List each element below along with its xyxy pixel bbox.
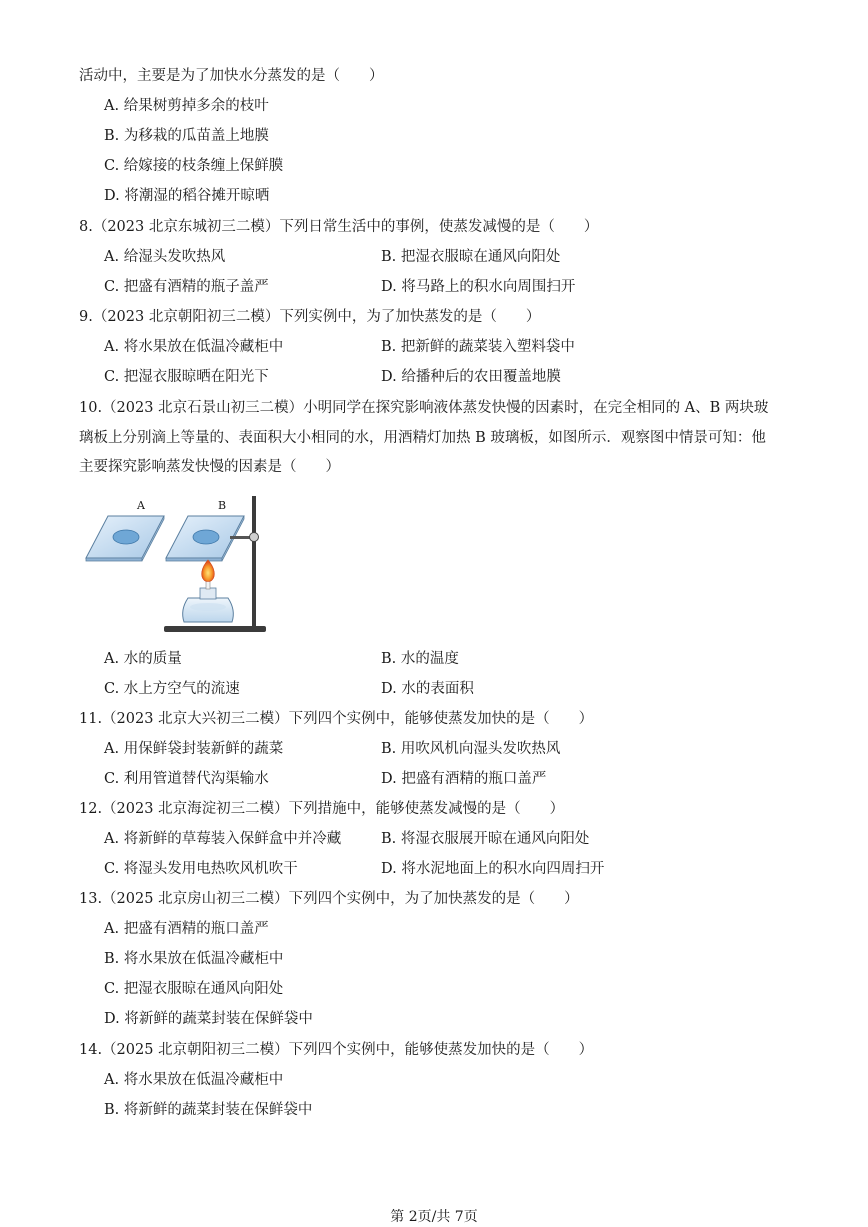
- question-8-stem: 8.（2023 北京东城初三二模）下列日常生活中的事例，使蒸发减慢的是（ ）: [79, 219, 599, 235]
- q12-option-d: D. 将水泥地面上的积水向四周扫开: [381, 861, 605, 877]
- q13-option-b: B. 将水果放在低温冷藏柜中: [104, 951, 284, 967]
- q13-option-a: A. 把盛有酒精的瓶口盖严: [104, 921, 269, 937]
- q14-option-b: B. 将新鲜的蔬菜封装在保鲜袋中: [104, 1102, 313, 1118]
- q9-option-d: D. 给播种后的农田覆盖地膜: [381, 369, 561, 385]
- glass-plate-a: [86, 516, 164, 561]
- q10-option-d: D. 水的表面积: [381, 681, 474, 697]
- question-10-stem-line-3: 主要探究影响蒸发快慢的因素是（ ）: [79, 459, 340, 475]
- page-number-footer: 第 2页/共 7页: [390, 1209, 478, 1225]
- question-10-stem-line-1: 10.（2023 北京石景山初三二模）小明同学在探究影响液体蒸发快慢的因素时，在完全相同的 A、B 两块玻: [79, 400, 769, 416]
- q11-option-c: C. 利用管道替代沟渠输水: [104, 771, 269, 787]
- q14-option-a: A. 将水果放在低温冷藏柜中: [104, 1072, 284, 1088]
- question-10-stem-line-2: 璃板上分别滴上等量的、表面积大小相同的水，用酒精灯加热 B 玻璃板，如图所示．观察图中情景可知：他: [79, 430, 766, 446]
- q10-option-b: B. 水的温度: [381, 651, 459, 667]
- q8-option-c: C. 把盛有酒精的瓶子盖严: [104, 279, 269, 295]
- q8-option-a: A. 给湿头发吹热风: [104, 249, 226, 265]
- question-7-stem: 活动中，主要是为了加快水分蒸发的是（ ）: [79, 68, 384, 84]
- q7-option-a: A. 给果树剪掉多余的枝叶: [104, 98, 269, 114]
- q13-option-c: C. 把湿衣服晾在通风向阳处: [104, 981, 284, 997]
- q12-option-b: B. 将湿衣服展开晾在通风向阳处: [381, 831, 590, 847]
- q8-option-b: B. 把湿衣服晾在通风向阳处: [381, 249, 561, 265]
- q8-option-d: D. 将马路上的积水向周围扫开: [381, 279, 576, 295]
- q9-option-a: A. 将水果放在低温冷藏柜中: [104, 339, 284, 355]
- question-14-stem: 14.（2025 北京朝阳初三二模）下列四个实例中，能够使蒸发加快的是（ ）: [79, 1042, 594, 1058]
- question-9-stem: 9.（2023 北京朝阳初三二模）下列实例中，为了加快蒸发的是（ ）: [79, 309, 541, 325]
- question-13-stem: 13.（2025 北京房山初三二模）下列四个实例中，为了加快蒸发的是（ ）: [79, 891, 579, 907]
- q13-option-d: D. 将新鲜的蔬菜封装在保鲜袋中: [104, 1011, 313, 1027]
- q12-option-a: A. 将新鲜的草莓装入保鲜盒中并冷藏: [104, 831, 342, 847]
- label-a: A: [137, 499, 145, 512]
- q11-option-b: B. 用吹风机向湿头发吹热风: [381, 741, 561, 757]
- q11-option-d: D. 把盛有酒精的瓶口盖严: [381, 771, 547, 787]
- q11-option-a: A. 用保鲜袋封装新鲜的蔬菜: [104, 741, 284, 757]
- q9-option-b: B. 把新鲜的蔬菜装入塑料袋中: [381, 339, 575, 355]
- q10-option-a: A. 水的质量: [104, 651, 182, 667]
- alcohol-lamp: [183, 580, 234, 622]
- q10-option-c: C. 水上方空气的流速: [104, 681, 240, 697]
- label-b: B: [218, 499, 227, 512]
- question-11-stem: 11.（2023 北京大兴初三二模）下列四个实例中，能够使蒸发加快的是（ ）: [79, 711, 594, 727]
- flame: [202, 560, 215, 582]
- question-12-stem: 12.（2023 北京海淀初三二模）下列措施中，能够使蒸发减慢的是（ ）: [79, 801, 565, 817]
- q7-option-b: B. 为移栽的瓜苗盖上地膜: [104, 128, 269, 144]
- q7-option-c: C. 给嫁接的枝条缠上保鲜膜: [104, 158, 284, 174]
- experiment-figure: [80, 494, 280, 640]
- q7-option-d: D. 将潮湿的稻谷摊开晾晒: [104, 188, 270, 204]
- q9-option-c: C. 把湿衣服晾晒在阳光下: [104, 369, 269, 385]
- q12-option-c: C. 将湿头发用电热吹风机吹干: [104, 861, 298, 877]
